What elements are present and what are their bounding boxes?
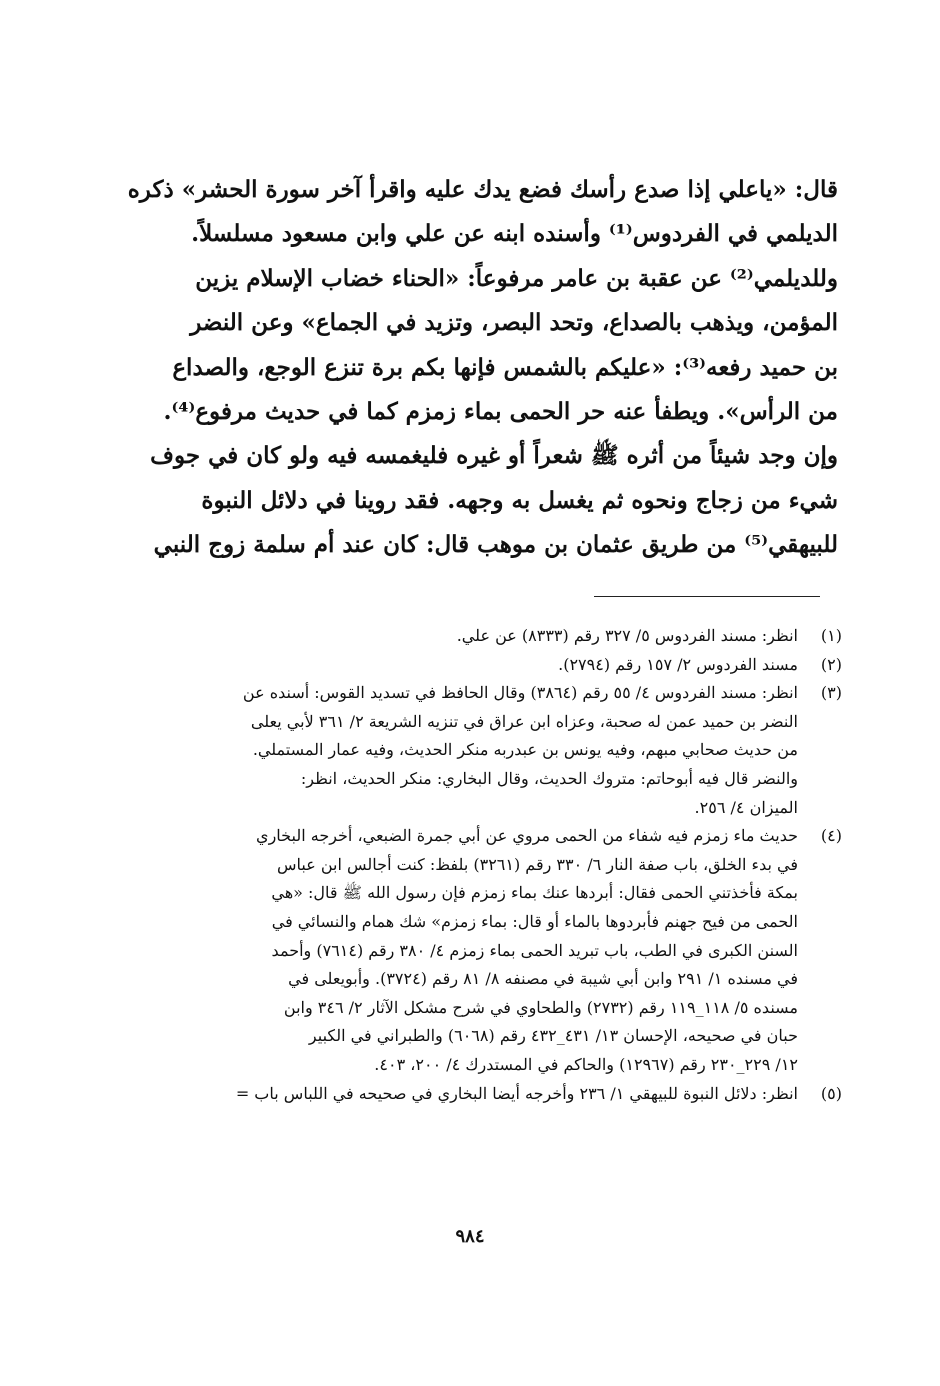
body-line: شيء من زجاج ونحوه ثم يغسل به وجهه. فقد روينا في دلائل النبوة — [201, 486, 838, 514]
body-line: وللديلمي⁽²⁾ عن عقبة بن عامر مرفوعاً: «الحناء خضاب الإسلام يزين — [195, 264, 838, 292]
body-line: من الرأس». ويطفأ عنه حر الحمى بماء زمزم كما في حديث مرفوع⁽⁴⁾. — [163, 397, 838, 425]
footnote-line: النضر بن حميد عمن له صحبة، وعزاه ابن عراق في تنزيه الشريعة ٢/ ٣٦١ لأبي يعلى — [250, 711, 798, 731]
footnote-number: (٤) — [820, 826, 842, 846]
body-line: بن حميد رفعه⁽³⁾: «عليكم بالشمس فإنها بكم برة تنزع الوجع، والصداع — [172, 353, 838, 381]
footnote-number: (١) — [820, 626, 842, 645]
footnote-3 — [96, 679, 842, 822]
footnote-4 — [96, 822, 842, 1079]
footnote-2 — [96, 651, 842, 680]
body-line: وإن وجد شيئاً من أثره ﷺ شعراً أو غيره فليغمسه فيه ولو كان في جوف — [150, 442, 838, 470]
footnote-line: في مسنده ١/ ٢٩١ وابن أبي شيبة في مصنفه ٨/ ٨١ رقم (٣٧٢٤). وأبويعلى في — [288, 969, 798, 989]
footnote-line: من حديث صحابي مبهم، وفيه يونس بن عبدربه منكر الحديث، وفيه عمار المستملي. — [252, 740, 798, 760]
footnote-line: انظر: مسند الفردوس ٤/ ٥٥ رقم (٣٨٦٤) وقال الحافظ في تسديد القوس: أسنده عن — [242, 683, 798, 703]
footnote-body — [96, 679, 798, 822]
footnote-number: (٥) — [820, 1083, 842, 1103]
footnote-line: مسند الفردوس ٢/ ١٥٧ رقم (٢٧٩٤). — [558, 654, 798, 674]
footnote-body — [96, 822, 798, 1079]
footnote-line: الحمى من فيح جهنم فأبردوها بالماء أو قال: بماء زمزم» شك همام والنسائي في — [271, 911, 798, 931]
footnote-separator — [594, 596, 820, 597]
page-number: ٩٨٤ — [455, 1226, 485, 1247]
footnote-5 — [96, 1080, 842, 1109]
footnote-line: انظر: مسند الفردوس ٥/ ٣٢٧ رقم (٨٣٣٣) عن علي. — [456, 626, 798, 645]
footnote-line: بمكة فأخذتني الحمى فقال: أبردها عنك بماء زمزم فإن رسول الله ﷺ قال: «هي — [271, 883, 798, 903]
footnote-line: ١٢/ ٢٢٩_٢٣٠ رقم (١٢٩٦٧) والحاكم في المستدرك ٤/ ٢٠٠، ٤٠٣. — [374, 1054, 798, 1074]
footnote-number: (٢) — [820, 654, 842, 674]
footnote-line: والنضر قال فيه أبوحاتم: متروك الحديث، وقال البخاري: منكر الحديث، انظر: — [300, 768, 798, 788]
footnote-line: انظر: دلائل النبوة للبيهقي ١/ ٢٣٦ وأخرجه أيضا البخاري في صحيحه في اللباس باب = — [235, 1083, 798, 1103]
footnote-line: في بدء الخلق، باب صفة النار ٦/ ٣٣٠ رقم (٣٢٦١) بلفظ: كنت أجالس ابن عباس — [277, 854, 798, 874]
footnote-line: السنن الكبرى في الطب، باب تبريد الحمى بماء زمزم ٤/ ٣٨٠ رقم (٧٦١٤) وأحمد — [271, 940, 798, 960]
footnote-body — [96, 651, 798, 680]
footnote-body — [96, 1080, 798, 1109]
body-line: الديلمي في الفردوس⁽¹⁾ وأسنده ابنه عن علي وابن مسعود مسلسلاً. — [191, 220, 838, 248]
body-line: للبيهقي⁽⁵⁾ من طريق عثمان بن موهب قال: كان عند أم سلمة زوج النبي — [153, 531, 838, 559]
footnote-line: مسنده ٥/ ١١٨_١١٩ رقم (٢٧٣٢) والطحاوي في شرح مشكل الآثار ٢/ ٣٤٦ وابن — [283, 997, 798, 1017]
footnote-body — [96, 622, 798, 651]
body-line: المؤمن، ويذهب بالصداع، وتحد البصر، وتزيد في الجماع» وعن النضر — [190, 309, 838, 337]
footnote-line: حديث ماء زمزم فيه شفاء من الحمى مروي عن أبي جمرة الضبعي، أخرجه البخاري — [256, 826, 798, 846]
body-line: قال: «ياعلي إذا صدع رأسك فضع يدك عليه واقرأ آخر سورة الحشر» ذكره — [127, 176, 838, 203]
footnote-line: حبان في صحيحه، الإحسان ١٣/ ٤٣١_٤٣٢ رقم (٦٠٦٨) والطبراني في الكبير — [308, 1026, 798, 1046]
footnotes-section — [96, 622, 842, 1108]
main-body-text — [100, 168, 838, 568]
footnote-number: (٣) — [820, 683, 842, 703]
footnote-line: الميزان ٤/ ٢٥٦. — [694, 797, 798, 817]
footnote-1 — [96, 622, 842, 651]
